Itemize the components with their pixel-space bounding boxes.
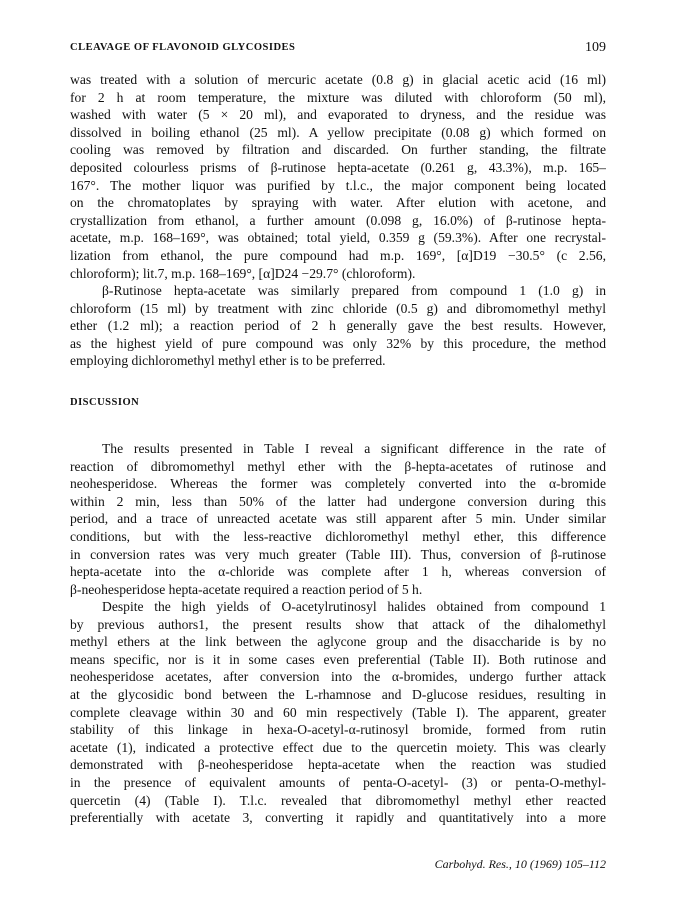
paragraph-discussion-1 — [70, 440, 606, 598]
text-line: demonstrated with β-neohesperidose hepta-acetate when the reaction was studied — [70, 757, 606, 773]
text-line: hepta-acetate into the α-chloride was complete after 1 h, whereas conversion of — [70, 564, 606, 580]
text-line: chloroform (15 ml) by treatment with zinc chloride (0.5 g) and dibromomethyl methyl — [70, 300, 606, 316]
text-line: acetate (1), indicated a protective effect due to the quercetin moiety. This was clearly — [70, 739, 606, 755]
text-line: complete cleavage within 30 and 60 min respectively (Table I). The apparent, greater — [70, 704, 606, 720]
text-line: reaction of dibromomethyl methyl ether with the β-hepta-acetates of rutinose and — [70, 458, 606, 474]
text-line: washed with water (5 × 20 ml), and evaporated to dryness, and the residue was — [70, 107, 606, 123]
text-line: neohesperidose acetates, after conversion into the α-bromides, undergo further attack — [70, 669, 606, 685]
text-line: within 2 min, less than 50% of the latter had undergone conversion during this — [70, 493, 606, 509]
text-line: cooling was removed by filtration and discarded. On further standing, the filtrate — [70, 142, 606, 158]
text-line: stability of this linkage in hexa-O-acetyl-α-rutinosyl bromide, formed from rutin — [70, 722, 606, 738]
text-line: dissolved in boiling ethanol (25 ml). A yellow precipitate (0.08 g) which formed on — [70, 124, 606, 140]
running-head-title: CLEAVAGE OF FLAVONOID GLYCOSIDES — [70, 42, 296, 53]
text-line: 167°. The mother liquor was purified by t.l.c., the major component being located — [70, 177, 606, 193]
text-line: preferentially with acetate 3, converting it rapidly and quantitatively into a more — [70, 810, 606, 826]
text-line: β-neohesperidose hepta-acetate required a reaction period of 5 h. — [70, 581, 423, 597]
section-heading: DISCUSSION — [70, 397, 140, 408]
text-line: The results presented in Table I reveal a significant difference in the rate of — [102, 441, 606, 456]
text-line: deposited colourless prisms of β-rutinose hepta-acetate (0.261 g, 43.3%), m.p. 165– — [70, 159, 606, 175]
text-line: crystallization from ethanol, a further amount (0.098 g, 16.0%) of β-rutinose hepta- — [70, 212, 606, 228]
text-line: in the presence of equivalent amounts of penta-O-acetyl- (3) or penta-O-methyl- — [70, 774, 606, 790]
text-line: as the highest yield of pure compound was only 32% by this procedure, the method — [70, 335, 606, 351]
text-line: ether (1.2 ml); a reaction period of 2 h generally gave the best results. However, — [70, 318, 606, 334]
paragraph-experimental-2 — [70, 282, 606, 370]
text-line: by previous authors1, the present results show that attack of the dihalomethyl — [70, 616, 606, 632]
paragraph-experimental-1 — [70, 71, 606, 282]
text-line: in conversion rates was very much greater (Table III). Thus, conversion of β-rutinose — [70, 546, 606, 562]
text-line: means specific, nor is it in some cases even preferential (Table II). Both rutinose and — [70, 651, 606, 667]
text-line: conditions, but with the less-reactive dichloromethyl methyl ether, this difference — [70, 528, 606, 544]
text-line: acetate, m.p. 168–169°, was obtained; total yield, 0.359 g (59.3%). After one recrystal- — [70, 230, 606, 246]
text-line: neohesperidose. Whereas the former was completely converted into the α-bromide — [70, 476, 606, 492]
text-line: β-Rutinose hepta-acetate was similarly prepared from compound 1 (1.0 g) in — [102, 283, 606, 298]
running-head — [70, 42, 606, 60]
text-line: was treated with a solution of mercuric acetate (0.8 g) in glacial acetic acid (16 ml) — [70, 72, 606, 87]
text-line: employing dichloromethyl methyl ether is to be preferred. — [70, 353, 386, 369]
text-line: methyl ethers at the link between the aglycone group and the disaccharide is by no — [70, 634, 606, 650]
text-line: for 2 h at room temperature, the mixture was diluted with chloroform (50 ml), — [70, 89, 606, 105]
journal-citation-footer: Carbohyd. Res., 10 (1969) 105–112 — [434, 857, 606, 871]
text-line: at the glycosidic bond between the L-rhamnose and D-glucose residues, resulting in — [70, 686, 606, 702]
text-line: Despite the high yields of O-acetylrutinosyl halides obtained from compound 1 — [102, 599, 606, 614]
page-number: 109 — [585, 40, 606, 55]
text-line: chloroform); lit.7, m.p. 168–169°, [α]D24 −29.7° (chloroform). — [70, 265, 416, 281]
text-line: on the chromatoplates by spraying with water. After elution with acetone, and — [70, 195, 606, 211]
text-line: lization from ethanol, the pure compound had m.p. 169°, [α]D19 −30.5° (c 2.56, — [70, 247, 606, 263]
paragraph-discussion-2 — [70, 598, 606, 827]
text-line: quercetin (4) (Table I). T.l.c. revealed that dibromomethyl methyl ether reacted — [70, 792, 606, 808]
text-line: period, and a trace of unreacted acetate was still apparent after 5 min. Under similar — [70, 511, 606, 527]
